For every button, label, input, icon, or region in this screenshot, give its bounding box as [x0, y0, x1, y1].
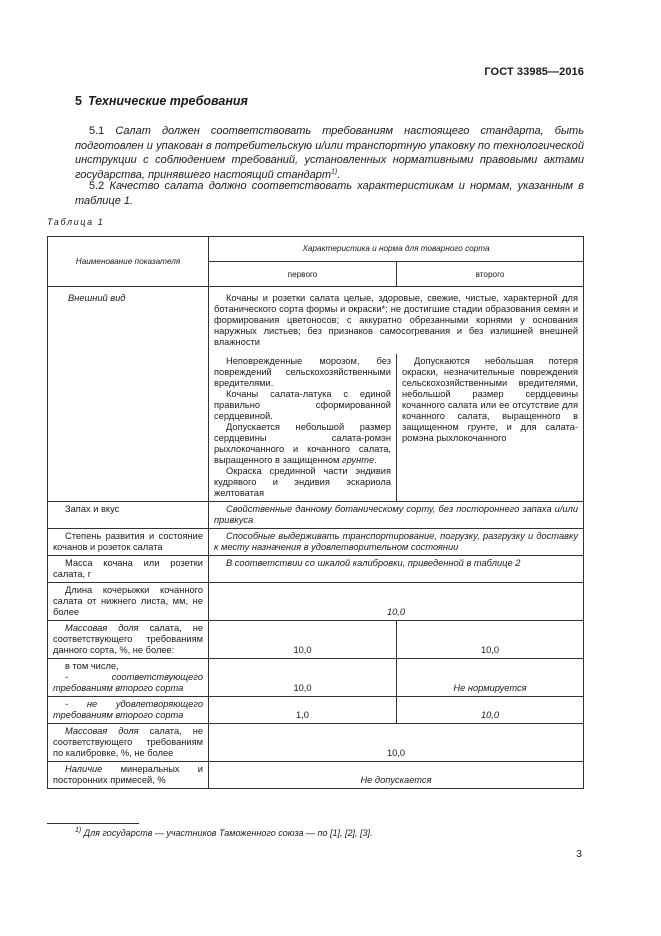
row-label [48, 659, 209, 697]
second-grade-value: Не нормируется [397, 659, 584, 697]
paragraph-number: 5.1 [89, 125, 105, 137]
header-name-column: Наименование показателя [48, 237, 209, 287]
table-row-nonconforming-sort [48, 621, 584, 659]
row-label [48, 621, 209, 659]
footnote-mark: 1) [75, 827, 82, 834]
paragraph-end: . [337, 168, 341, 181]
label-part: салата, не соответствующего требованиям по калибровке, %, не более [53, 726, 204, 758]
row-value: В соответствии со шкалой калибровки, приведенной в таблице 2 [209, 556, 584, 583]
row-label: Длина кочерыжки кочанного салата от нижнего листа, мм, не более [48, 583, 209, 621]
footnote-text: Для государств — участников Таможенного союза — по [1], [2], [3]. [83, 828, 373, 838]
text-part: грунте [341, 455, 375, 465]
label-part: Массовая доля [65, 726, 139, 736]
label-part: салата, не соответствующего требованиям данного сорта, %, не более: [53, 623, 204, 655]
row-value: Не допускается [209, 762, 584, 789]
row-label: Масса кочана или розетки салата, г [48, 556, 209, 583]
label-part: в том числе, [65, 661, 119, 671]
appearance-second [397, 354, 584, 502]
label-part: Наличие [65, 764, 103, 774]
second-grade-value: 10,0 [397, 697, 584, 724]
section-title-text: Технические требования [87, 94, 248, 108]
label-part: Массовая доля [65, 623, 139, 633]
row-label: - не удовлетворяющего требованиям второго сорта [48, 697, 209, 724]
first-grade-value: 10,0 [209, 659, 397, 697]
page-number: 3 [576, 848, 582, 860]
paragraph-5-2 [75, 179, 584, 208]
requirements-table [47, 236, 584, 789]
text-part: Допускается небольшой размер сердцевины салата-ромэн рыхлокочанного и кочанного салата, выращенного в защищенном [214, 422, 391, 465]
label-part: - соответствующего требованиям второго сорта [53, 672, 203, 693]
header-norm-column: Характеристика и норма для товарного сорта [209, 237, 584, 262]
table-caption: Таблица 1 [47, 217, 105, 227]
appearance-first-text [214, 422, 391, 466]
section-number: 5 [75, 94, 82, 108]
table-row-mass [48, 556, 584, 583]
header-first-grade: первого [209, 262, 397, 287]
table-row-stalk [48, 583, 584, 621]
paragraph-text: Салат должен соответствовать требованиям настоящего стандарта, быть подготовлен и упакован в потребительскую и/или транспортную упаковку по технологической инструкции с соблюдением требований, установленных нормативными правовыми актами государства, принявшего настоящий стандарт [75, 125, 584, 181]
row-label [48, 724, 209, 762]
row-value: 10,0 [209, 724, 584, 762]
table-header-row [48, 237, 584, 262]
appearance-common: Кочаны и розетки салата целые, здоровые, свежие, чистые, характерной для ботанического сорта формы и окраски*; не достигшие стадии образования семян и формирования цветоносов; с аккуратно обрезанными корнями у основания наружных листьев; без признаков самосогревания и без излишней внешней влажности [209, 287, 584, 355]
footnote [75, 828, 373, 838]
paragraph-number: 5.2 [89, 180, 105, 192]
header-second-grade: второго [397, 262, 584, 287]
document-code: ГОСТ 33985—2016 [484, 66, 584, 78]
table-row-smell [48, 502, 584, 529]
paragraph-text: Качество салата должно соответствовать характеристикам и нормам, указанным в таблице 1. [75, 180, 584, 207]
footnote-divider [47, 823, 139, 824]
appearance-second-text: Допускаются небольшая потеря окраски, незначительные повреждения сельскохозяйственными вредителями, небольшой размер сердцевины кочанного салата или ее отсутствие для кочанного салата, выращенного в защищенном грунте, и для салата-ромэна рыхлокочанного [402, 356, 579, 443]
table-row-impurities [48, 762, 584, 789]
appearance-first-text: Окраска срединной части эндивия кудрявого и эндивия эскариола желтоватая [214, 466, 391, 498]
row-label: Запах и вкус [48, 502, 209, 529]
appearance-first-text: Неповрежденные морозом, без повреждений сельскохозяйственными вредителями. [214, 356, 391, 388]
table-row-second-nonconforming [48, 697, 584, 724]
table-row-second-conforming [48, 659, 584, 697]
first-grade-value: 10,0 [209, 621, 397, 659]
row-value: Свойственные данному ботаническому сорту, без постороннего запаха и/или привкуса [209, 502, 584, 529]
footnote-ref: 1) [331, 167, 338, 175]
text-part: . [374, 455, 377, 465]
appearance-first-text: Кочаны салата-латука с единой правильно сформированной сердцевиной. [214, 389, 391, 421]
first-grade-value: 1,0 [209, 697, 397, 724]
row-value: 10,0 [209, 583, 584, 621]
table-row-appearance [48, 287, 584, 355]
row-value: Способные выдерживать транспортирование, погрузку, разгрузку и доставку к месту назначения в удовлетворительном состоянии [209, 529, 584, 556]
label-part: минеральных и посторонних примесей, % [53, 764, 203, 785]
row-label [48, 762, 209, 789]
row-label: Степень развития и состояние кочанов и розеток салата [48, 529, 209, 556]
section-title [75, 94, 248, 108]
table-row-ripeness [48, 529, 584, 556]
table-row-calibration [48, 724, 584, 762]
paragraph-5-1 [75, 124, 584, 182]
second-grade-value: 10,0 [397, 621, 584, 659]
appearance-first [209, 354, 397, 502]
row-label: Внешний вид [48, 287, 209, 502]
